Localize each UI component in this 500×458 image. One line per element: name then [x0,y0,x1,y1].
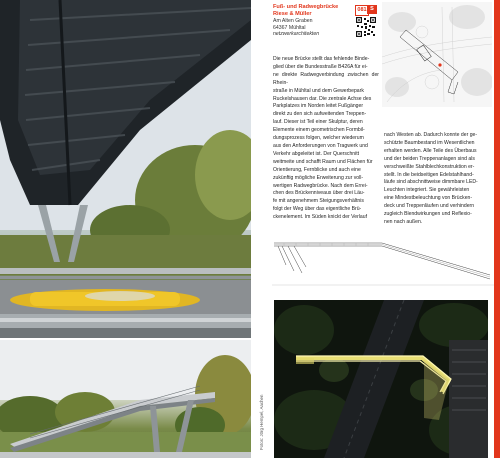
bridge-underside-photo [0,0,251,338]
project-title-line1: Fuß- und Radwegbrücke [273,4,339,10]
body-line: zukünftig mögliche Erweiterung zur voll- [273,174,364,181]
body-line: Verkehr abgeleitet ist. Der Querschnitt [273,150,360,157]
body-line: aus den Anforderungen von Tragwerk und [273,142,368,149]
body-line: ne direkte Radwegverbindung zwischen der Rhein- [273,71,379,86]
chapter-side-bar [494,0,500,458]
night-aerial-photo [274,300,488,458]
body-line: direkt zu den sich aufweitenden Treppen- [273,111,367,118]
body-line: dungsprozess folgen, welcher wiederum [273,135,364,142]
body-line: nach Westen ab. Dadurch konnte der ge- [384,132,478,138]
body-line: schützte Baumbestand im Wesentlichen [384,139,475,146]
index-mark: S [367,5,377,14]
body-line: Die neue Brücke stellt das fehlende Binde- [273,56,370,62]
body-line: Ruckelshausen dar. Die zentrale Achse des [273,95,372,102]
bridge-elevation-drawing [272,235,494,287]
photo-credit [257,360,265,450]
address-line2: 64367 Mühltal [273,24,306,31]
body-line: weitmeite und schafft Raum und Flächen für [273,158,373,165]
site-plan-drawing [382,2,492,107]
bridge-side-photo [0,340,251,458]
body-line: fe mit angenehmem Steigungsverhältnis [273,198,364,205]
architect-name: netzwerkarchitekten [273,31,320,38]
body-line: eine Mindestbeleuchtung von Brücken- [384,195,473,202]
address-line1: Am Alten Graben [273,18,313,24]
body-line: folgt der Weg über das eigentliche Brü- [273,206,362,213]
body-line: lauf. Dieser ist Teil einer Skulptur, deren [273,119,363,126]
body-line: stellt. In die beidseitigen Edelstahlhand- [384,171,474,178]
body-line: nen nach außen. [384,218,423,225]
body-line: chen des Brückenniveaus über drei Läu- [273,190,365,197]
project-header [273,4,353,38]
body-line: läufe sind abschnittweise dimmbare LED- [384,179,478,186]
body-line: erhalten werden. Alle Teile des Überbaus [384,147,477,154]
body-text-column-left [273,56,379,222]
body-line: und der beiden Treppenanlagen sind als [384,155,475,162]
body-line: Parkplatzes im Norden leitet Fußgänger [273,103,364,110]
photo-credit-text: Fotos: Jörg Hempel, Aachen [259,394,264,450]
project-number: 081 [355,5,369,16]
body-line: straße in Mühltal und dem Gewerbepark [273,87,364,94]
body-line: Elemente einem geometrischen Formbil- [273,127,365,134]
body-line: Leuchten integriert. Sie gewährleisten [384,187,470,194]
body-line: Orientierung, Fernblicke und auch eine [273,166,361,173]
body-line: zugleich Blendwirkungen und Reflexio- [384,211,472,218]
body-line: verschweißte Stahlblechkonstruktion er- [384,163,475,170]
body-line: ckenelement. Im Süden knickt der Verlauf [273,214,368,221]
body-text-column-right [384,132,488,227]
body-line: wertigen Radwegbrücke. Nach dem Errei- [273,182,368,189]
qr-code[interactable] [356,17,376,37]
body-line: glied über die Bundesstraße B426A für ei- [273,63,368,70]
project-title-line2: Riese & Müller [273,11,312,17]
body-line: deck und Treppenläufen und verhindern [384,203,475,210]
